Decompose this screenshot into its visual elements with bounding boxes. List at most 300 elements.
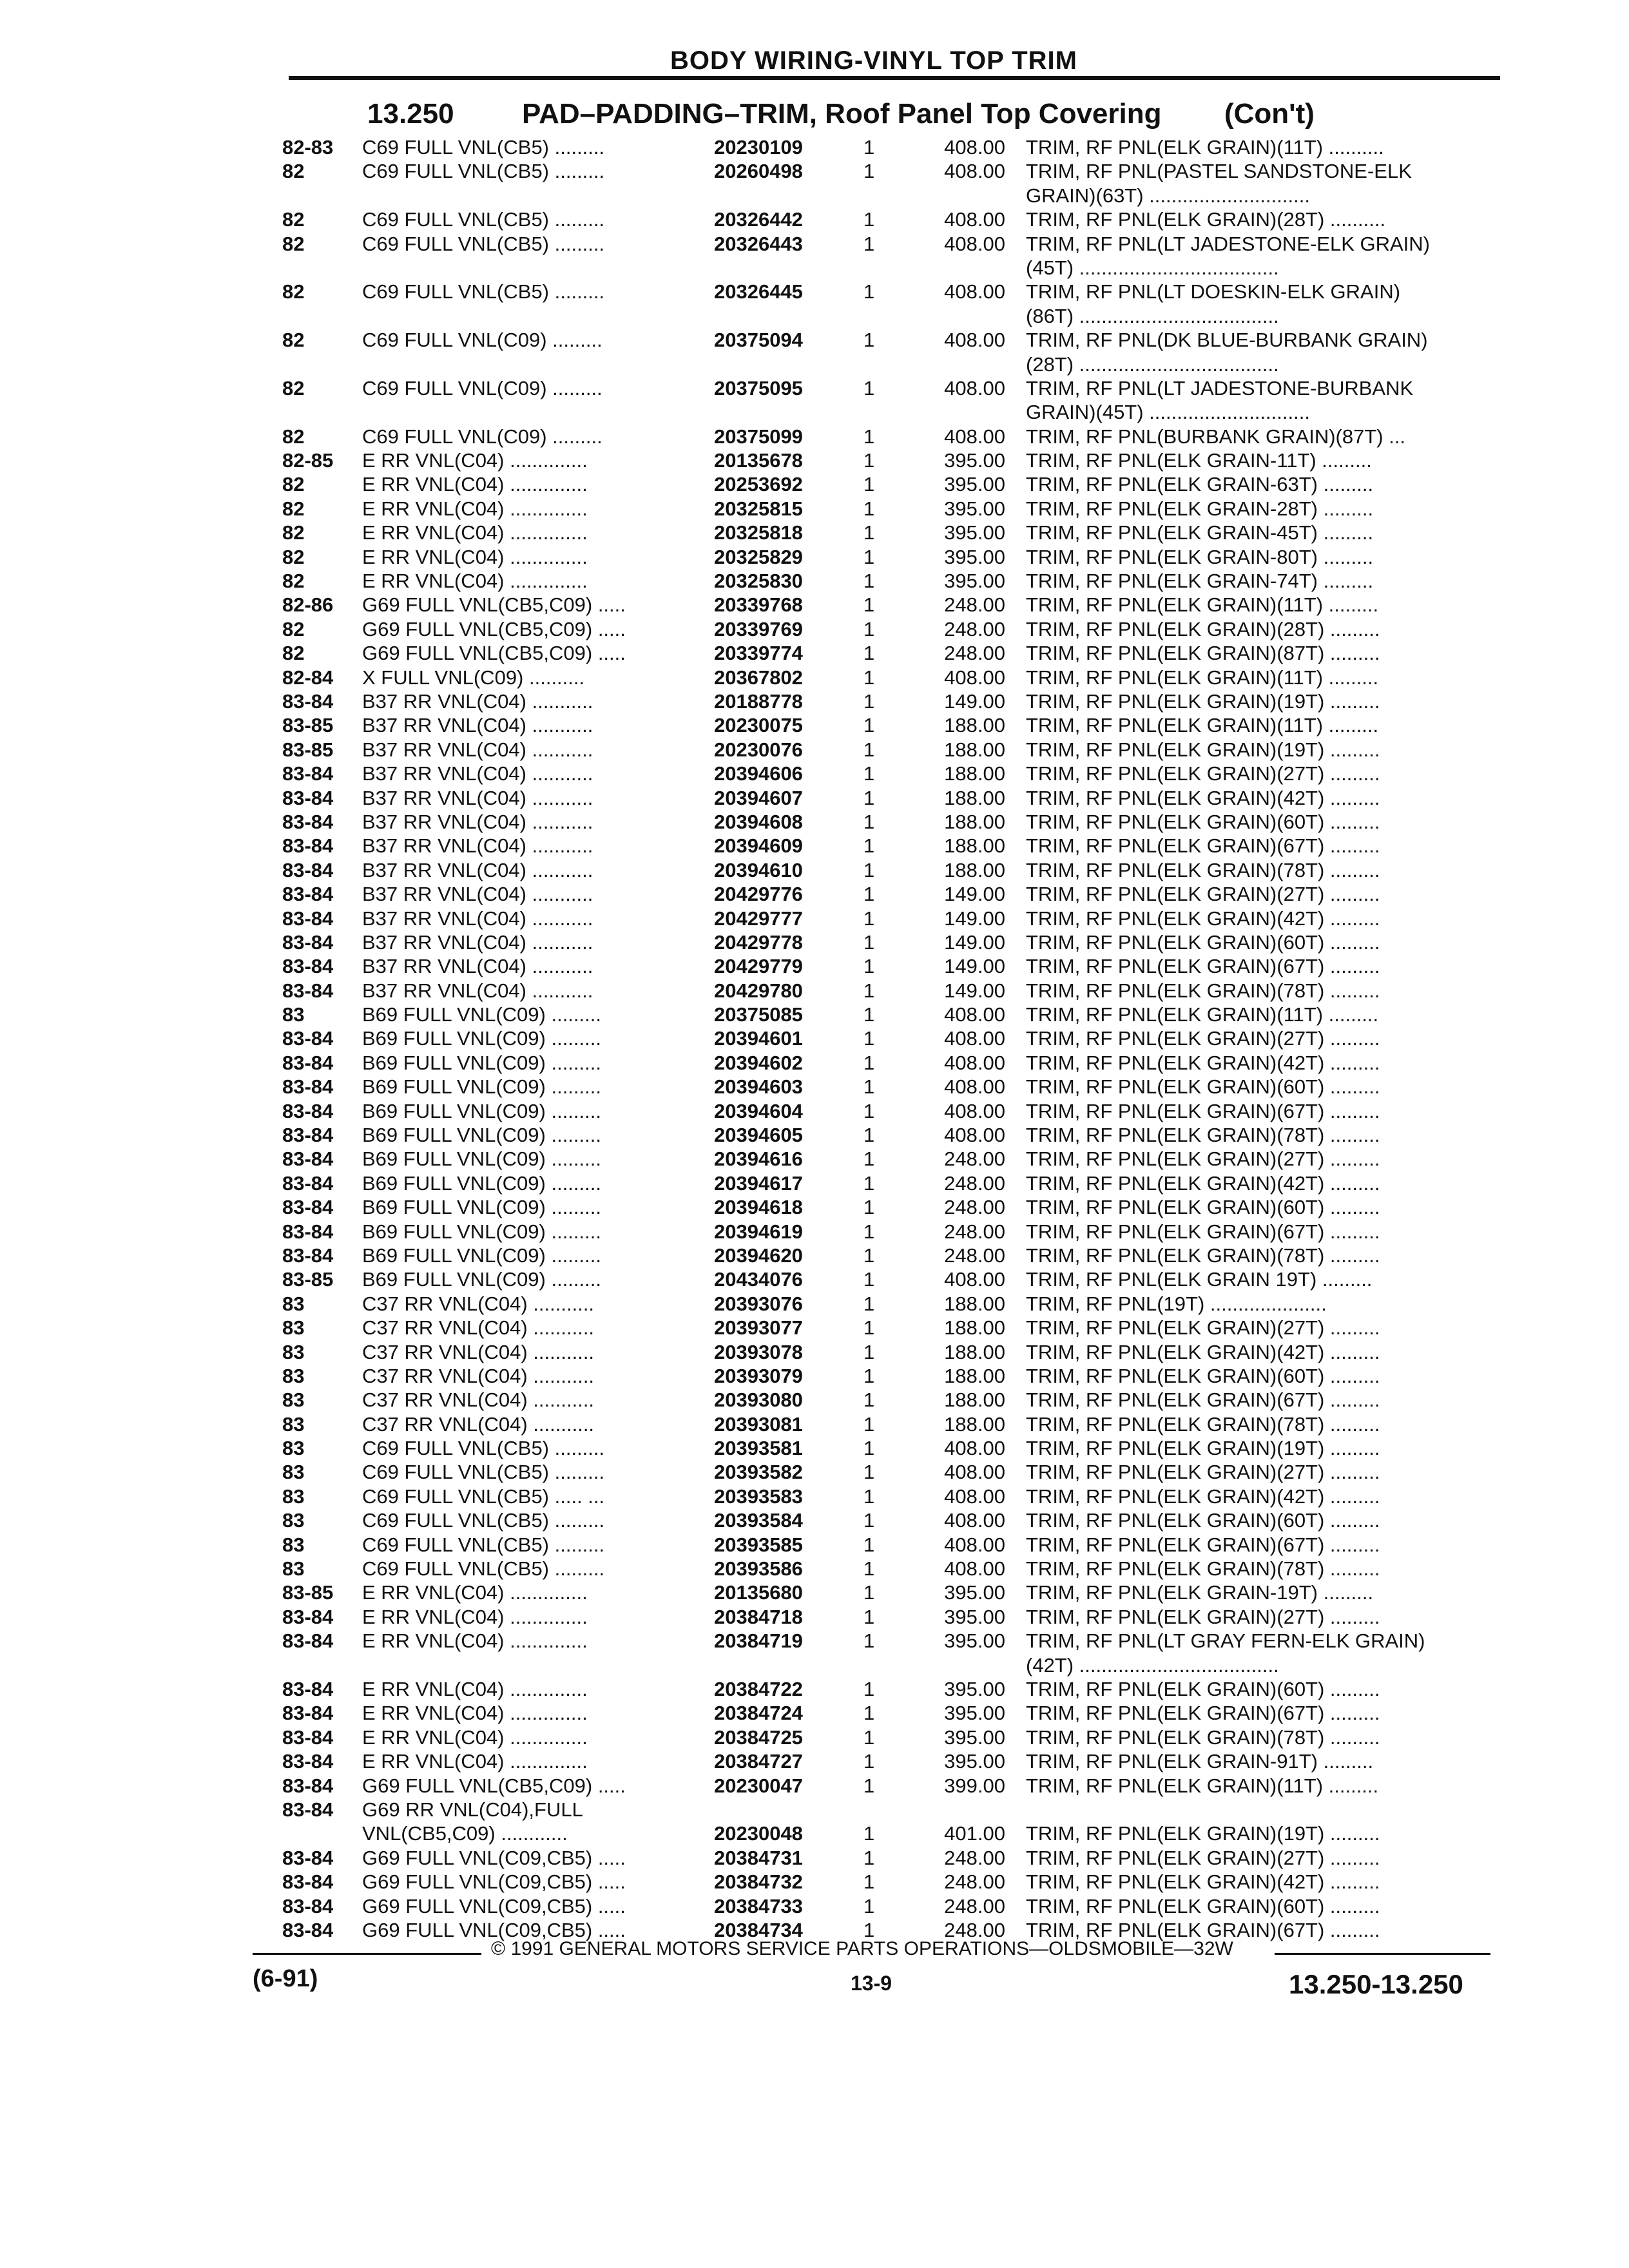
price: 395.00 xyxy=(944,1702,1005,1725)
model-year: 83-84 xyxy=(282,883,334,906)
price: 408.00 xyxy=(944,1509,1005,1532)
part-number: 20230048 xyxy=(714,1822,803,1845)
model-year: 83-84 xyxy=(282,955,334,978)
model-year: 83-84 xyxy=(282,1027,334,1050)
part-number: 20230047 xyxy=(714,1774,803,1797)
price: 408.00 xyxy=(944,1485,1005,1508)
model-description: B37 RR VNL(C04) ........... xyxy=(362,834,593,858)
quantity: 1 xyxy=(863,136,875,159)
part-number: 20230075 xyxy=(714,714,803,737)
model-year: 83-84 xyxy=(282,907,334,930)
model-year: 82 xyxy=(282,280,305,303)
model-description: B69 FULL VNL(C09) ......... xyxy=(362,1148,601,1171)
quantity: 1 xyxy=(863,449,875,472)
model-year: 82 xyxy=(282,617,305,640)
table-row xyxy=(0,1436,1629,1460)
model-description: C69 FULL VNL(CB5) ......... xyxy=(362,136,605,159)
table-row xyxy=(0,1003,1629,1026)
price: 395.00 xyxy=(944,1581,1005,1604)
price: 395.00 xyxy=(944,473,1005,496)
table-row xyxy=(0,1557,1629,1581)
model-year: 82 xyxy=(282,376,305,399)
model-description: B37 RR VNL(C04) ........... xyxy=(362,907,593,930)
model-description: B37 RR VNL(C04) ........... xyxy=(362,689,593,713)
price: 408.00 xyxy=(944,136,1005,159)
model-description: G69 FULL VNL(C09,CB5) ..... xyxy=(362,1846,626,1869)
trim-description: TRIM, RF PNL(ELK GRAIN)(67T) ......... xyxy=(1026,1099,1380,1122)
table-row xyxy=(0,184,1629,207)
table-row xyxy=(0,666,1629,689)
price: 248.00 xyxy=(944,1894,1005,1917)
quantity: 1 xyxy=(863,1629,875,1653)
trim-description: TRIM, RF PNL(LT JADESTONE-BURBANK xyxy=(1026,376,1414,399)
model-year: 82 xyxy=(282,208,305,231)
table-row xyxy=(0,1846,1629,1870)
part-number: 20384722 xyxy=(714,1678,803,1700)
model-description: G69 FULL VNL(C09,CB5) ..... xyxy=(362,1918,626,1941)
part-number: 20339774 xyxy=(714,642,803,665)
price: 248.00 xyxy=(944,593,1005,617)
table-row xyxy=(0,1485,1629,1508)
model-description: E RR VNL(C04) .............. xyxy=(362,1629,588,1653)
quantity: 1 xyxy=(863,1244,875,1267)
model-description: C69 FULL VNL(CB5) ......... xyxy=(362,232,605,255)
part-number: 20429779 xyxy=(714,955,803,978)
price: 248.00 xyxy=(944,1870,1005,1894)
part-number: 20375094 xyxy=(714,329,803,352)
part-number: 20325818 xyxy=(714,521,803,544)
quantity: 1 xyxy=(863,1075,875,1099)
part-number: 20384719 xyxy=(714,1629,803,1653)
trim-description: TRIM, RF PNL(LT GRAY FERN-ELK GRAIN) xyxy=(1026,1629,1425,1653)
trim-description: TRIM, RF PNL(ELK GRAIN)(78T) ......... xyxy=(1026,979,1380,1002)
model-year: 83-84 xyxy=(282,858,334,881)
price: 408.00 xyxy=(944,160,1005,183)
model-year: 83-84 xyxy=(282,1171,334,1195)
price: 395.00 xyxy=(944,570,1005,593)
table-row xyxy=(0,1075,1629,1099)
trim-description: TRIM, RF PNL(DK BLUE-BURBANK GRAIN) xyxy=(1026,329,1428,352)
trim-description: TRIM, RF PNL(ELK GRAIN)(67T) ......... xyxy=(1026,1918,1380,1941)
quantity: 1 xyxy=(863,1605,875,1628)
quantity: 1 xyxy=(863,930,875,954)
trim-description: TRIM, RF PNL(ELK GRAIN)(60T) ......... xyxy=(1026,1509,1380,1532)
model-year: 83-85 xyxy=(282,714,334,737)
model-description: B69 FULL VNL(C09) ......... xyxy=(362,1244,601,1267)
model-year: 83-84 xyxy=(282,762,334,785)
part-number: 20394609 xyxy=(714,834,803,858)
table-row xyxy=(0,1653,1629,1677)
part-number: 20384731 xyxy=(714,1846,803,1869)
quantity: 1 xyxy=(863,689,875,713)
quantity: 1 xyxy=(863,786,875,809)
price: 408.00 xyxy=(944,425,1005,448)
quantity: 1 xyxy=(863,666,875,689)
price: 408.00 xyxy=(944,1557,1005,1581)
model-year: 83-84 xyxy=(282,689,334,713)
quantity: 1 xyxy=(863,593,875,617)
trim-description: TRIM, RF PNL(ELK GRAIN-63T) ......... xyxy=(1026,473,1374,496)
section-title: PAD–PADDING–TRIM, Roof Panel Top Covering xyxy=(522,98,1162,130)
price: 408.00 xyxy=(944,1437,1005,1460)
model-description: C37 RR VNL(C04) ........... xyxy=(362,1412,595,1436)
trim-description: TRIM, RF PNL(ELK GRAIN)(28T) ......... xyxy=(1026,617,1380,640)
model-description: C69 FULL VNL(CB5) ......... xyxy=(362,1509,605,1532)
table-row xyxy=(0,1629,1629,1653)
section-continued: (Con't) xyxy=(1224,98,1315,130)
model-description: E RR VNL(C04) .............. xyxy=(362,473,588,496)
price: 408.00 xyxy=(944,666,1005,689)
model-year: 83 xyxy=(282,1557,305,1581)
part-number: 20394619 xyxy=(714,1220,803,1243)
model-description: B69 FULL VNL(C09) ......... xyxy=(362,1171,601,1195)
part-number: 20367802 xyxy=(714,666,803,689)
footer-page-number: 13-9 xyxy=(851,1972,892,1995)
model-year: 83-84 xyxy=(282,1605,334,1628)
trim-description: TRIM, RF PNL(LT DOESKIN-ELK GRAIN) xyxy=(1026,280,1401,303)
part-number: 20325829 xyxy=(714,545,803,568)
model-year: 82 xyxy=(282,521,305,544)
trim-description: (45T) .................................... xyxy=(1026,256,1279,279)
table-row xyxy=(0,1821,1629,1845)
part-number: 20393079 xyxy=(714,1364,803,1387)
part-number: 20230076 xyxy=(714,738,803,761)
model-year: 83-84 xyxy=(282,1702,334,1725)
model-description: C37 RR VNL(C04) ........... xyxy=(362,1364,595,1387)
part-number: 20394603 xyxy=(714,1075,803,1099)
table-row xyxy=(0,207,1629,231)
part-number: 20394617 xyxy=(714,1171,803,1195)
price: 188.00 xyxy=(944,1292,1005,1315)
trim-description: TRIM, RF PNL(ELK GRAIN)(27T) ......... xyxy=(1026,1027,1380,1050)
quantity: 1 xyxy=(863,1918,875,1941)
model-description: VNL(CB5,C09) ............ xyxy=(362,1822,568,1845)
table-row xyxy=(0,1316,1629,1340)
model-year: 83-84 xyxy=(282,1918,334,1941)
model-year: 82 xyxy=(282,570,305,593)
price: 149.00 xyxy=(944,955,1005,978)
part-number: 20325815 xyxy=(714,497,803,520)
table-row xyxy=(0,786,1629,810)
trim-description: TRIM, RF PNL(ELK GRAIN)(27T) ......... xyxy=(1026,1316,1380,1340)
table-row xyxy=(0,232,1629,256)
quantity: 1 xyxy=(863,955,875,978)
table-row xyxy=(0,400,1629,424)
price: 188.00 xyxy=(944,810,1005,833)
part-number: 20429778 xyxy=(714,930,803,954)
part-number: 20394601 xyxy=(714,1027,803,1050)
table-row xyxy=(0,1870,1629,1894)
price: 408.00 xyxy=(944,208,1005,231)
table-row xyxy=(0,1220,1629,1244)
part-number: 20339768 xyxy=(714,593,803,617)
trim-description: GRAIN)(45T) ............................. xyxy=(1026,401,1310,424)
model-description: C37 RR VNL(C04) ........... xyxy=(362,1316,595,1340)
header-divider xyxy=(289,76,1500,80)
trim-description: TRIM, RF PNL(ELK GRAIN)(11T) ......... xyxy=(1026,593,1379,617)
part-number: 20393585 xyxy=(714,1533,803,1556)
part-number: 20384732 xyxy=(714,1870,803,1894)
trim-description: TRIM, RF PNL(ELK GRAIN)(67T) ......... xyxy=(1026,1702,1380,1725)
table-row xyxy=(0,1533,1629,1557)
price: 149.00 xyxy=(944,979,1005,1002)
model-description: B37 RR VNL(C04) ........... xyxy=(362,738,593,761)
trim-description: TRIM, RF PNL(ELK GRAIN-11T) ......... xyxy=(1026,449,1372,472)
model-year: 83 xyxy=(282,1340,305,1363)
table-row xyxy=(0,280,1629,303)
price: 149.00 xyxy=(944,930,1005,954)
part-number: 20326443 xyxy=(714,232,803,255)
price: 395.00 xyxy=(944,449,1005,472)
quantity: 1 xyxy=(863,570,875,593)
model-description: C69 FULL VNL(CB5) ......... xyxy=(362,160,605,183)
model-description: C69 FULL VNL(C09) ......... xyxy=(362,376,602,399)
model-description: B37 RR VNL(C04) ........... xyxy=(362,883,593,906)
trim-description: (86T) .................................... xyxy=(1026,304,1279,327)
model-description: B37 RR VNL(C04) ........... xyxy=(362,810,593,833)
table-row xyxy=(0,1147,1629,1171)
quantity: 1 xyxy=(863,1557,875,1581)
trim-description: TRIM, RF PNL(ELK GRAIN)(42T) ......... xyxy=(1026,1340,1380,1363)
model-year: 83-84 xyxy=(282,1725,334,1749)
price: 248.00 xyxy=(944,1171,1005,1195)
model-description: C69 FULL VNL(CB5) ......... xyxy=(362,208,605,231)
trim-description: TRIM, RF PNL(ELK GRAIN)(87T) ......... xyxy=(1026,642,1380,665)
part-number: 20230109 xyxy=(714,136,803,159)
table-row xyxy=(0,1364,1629,1388)
part-number: 20394610 xyxy=(714,858,803,881)
trim-description: TRIM, RF PNL(ELK GRAIN)(67T) ......... xyxy=(1026,955,1380,978)
trim-description: TRIM, RF PNL(ELK GRAIN)(60T) ......... xyxy=(1026,1678,1380,1700)
price: 248.00 xyxy=(944,1220,1005,1243)
model-year: 83-84 xyxy=(282,1124,334,1147)
model-description: C69 FULL VNL(CB5) ......... xyxy=(362,1533,605,1556)
table-row xyxy=(0,954,1629,978)
model-year: 83-84 xyxy=(282,1148,334,1171)
trim-description: TRIM, RF PNL(ELK GRAIN-80T) ......... xyxy=(1026,545,1374,568)
part-number: 20393586 xyxy=(714,1557,803,1581)
trim-description: TRIM, RF PNL(ELK GRAIN)(27T) ......... xyxy=(1026,1605,1380,1628)
model-year: 83-84 xyxy=(282,786,334,809)
part-number: 20394618 xyxy=(714,1196,803,1219)
quantity: 1 xyxy=(863,376,875,399)
model-description: B69 FULL VNL(C09) ......... xyxy=(362,1220,601,1243)
trim-description: TRIM, RF PNL(ELK GRAIN-19T) ......... xyxy=(1026,1581,1374,1604)
table-row xyxy=(0,1051,1629,1075)
trim-description: TRIM, RF PNL(ELK GRAIN)(67T) ......... xyxy=(1026,834,1380,858)
table-row xyxy=(0,1749,1629,1773)
price: 188.00 xyxy=(944,858,1005,881)
quantity: 1 xyxy=(863,642,875,665)
part-number: 20394616 xyxy=(714,1148,803,1171)
part-number: 20394605 xyxy=(714,1124,803,1147)
table-row xyxy=(0,1123,1629,1147)
quantity: 1 xyxy=(863,810,875,833)
model-description: E RR VNL(C04) .............. xyxy=(362,570,588,593)
table-row xyxy=(0,1725,1629,1749)
price: 408.00 xyxy=(944,1075,1005,1099)
price: 401.00 xyxy=(944,1822,1005,1845)
model-description: B37 RR VNL(C04) ........... xyxy=(362,786,593,809)
trim-description: TRIM, RF PNL(ELK GRAIN)(19T) ......... xyxy=(1026,1437,1380,1460)
price: 408.00 xyxy=(944,376,1005,399)
part-number: 20394608 xyxy=(714,810,803,833)
price: 248.00 xyxy=(944,617,1005,640)
trim-description: (28T) .................................... xyxy=(1026,352,1279,376)
model-description: E RR VNL(C04) .............. xyxy=(362,1678,588,1700)
part-number: 20135678 xyxy=(714,449,803,472)
table-row xyxy=(0,1292,1629,1316)
trim-description: TRIM, RF PNL(ELK GRAIN-91T) ......... xyxy=(1026,1750,1374,1773)
part-number: 20394620 xyxy=(714,1244,803,1267)
quantity: 1 xyxy=(863,1051,875,1074)
section-code: 13.250 xyxy=(367,98,454,130)
price: 408.00 xyxy=(944,280,1005,303)
trim-description: TRIM, RF PNL(ELK GRAIN-74T) ......... xyxy=(1026,570,1374,593)
price: 188.00 xyxy=(944,786,1005,809)
trim-description: TRIM, RF PNL(ELK GRAIN)(19T) ......... xyxy=(1026,738,1380,761)
trim-description: TRIM, RF PNL(BURBANK GRAIN)(87T) ... xyxy=(1026,425,1406,448)
model-description: B69 FULL VNL(C09) ......... xyxy=(362,1196,601,1219)
model-year: 82-84 xyxy=(282,666,334,689)
model-year: 83 xyxy=(282,1003,305,1026)
trim-description: TRIM, RF PNL(ELK GRAIN)(78T) ......... xyxy=(1026,1124,1380,1147)
model-year: 83-84 xyxy=(282,1244,334,1267)
quantity: 1 xyxy=(863,714,875,737)
price: 408.00 xyxy=(944,1268,1005,1291)
trim-description: TRIM, RF PNL(ELK GRAIN)(42T) ......... xyxy=(1026,1870,1380,1894)
trim-description: TRIM, RF PNL(ELK GRAIN)(19T) ......... xyxy=(1026,689,1380,713)
model-year: 82-83 xyxy=(282,136,334,159)
trim-description: TRIM, RF PNL(ELK GRAIN)(67T) ......... xyxy=(1026,1533,1380,1556)
footer-section-range: 13.250-13.250 xyxy=(1289,1969,1463,1999)
model-description: B37 RR VNL(C04) ........... xyxy=(362,714,593,737)
price: 188.00 xyxy=(944,1389,1005,1412)
model-year: 83 xyxy=(282,1316,305,1340)
model-description: E RR VNL(C04) .............. xyxy=(362,449,588,472)
quantity: 1 xyxy=(863,762,875,785)
price: 395.00 xyxy=(944,1605,1005,1628)
part-number: 20393583 xyxy=(714,1485,803,1508)
table-row xyxy=(0,593,1629,617)
part-number: 20393581 xyxy=(714,1437,803,1460)
price: 248.00 xyxy=(944,1244,1005,1267)
model-year: 83-84 xyxy=(282,979,334,1002)
trim-description: TRIM, RF PNL(ELK GRAIN)(27T) ......... xyxy=(1026,1461,1380,1484)
table-row xyxy=(0,762,1629,785)
table-row xyxy=(0,472,1629,496)
model-description: B37 RR VNL(C04) ........... xyxy=(362,930,593,954)
table-row xyxy=(0,304,1629,328)
model-year: 83 xyxy=(282,1509,305,1532)
trim-description: TRIM, RF PNL(ELK GRAIN 19T) ......... xyxy=(1026,1268,1373,1291)
model-year: 82 xyxy=(282,329,305,352)
price: 188.00 xyxy=(944,1316,1005,1340)
model-year: 83 xyxy=(282,1485,305,1508)
model-year: 82 xyxy=(282,232,305,255)
model-description: B37 RR VNL(C04) ........... xyxy=(362,955,593,978)
model-description: B37 RR VNL(C04) ........... xyxy=(362,979,593,1002)
trim-description: TRIM, RF PNL(ELK GRAIN)(42T) ......... xyxy=(1026,907,1380,930)
model-year: 83 xyxy=(282,1412,305,1436)
trim-description: TRIM, RF PNL(ELK GRAIN-45T) ......... xyxy=(1026,521,1374,544)
part-number: 20188778 xyxy=(714,689,803,713)
table-row xyxy=(0,159,1629,183)
quantity: 1 xyxy=(863,1099,875,1122)
table-row xyxy=(0,1412,1629,1436)
table-row xyxy=(0,738,1629,762)
model-year: 83-84 xyxy=(282,1774,334,1797)
model-year: 83-85 xyxy=(282,1268,334,1291)
model-description: B69 FULL VNL(C09) ......... xyxy=(362,1268,601,1291)
part-number: 20325830 xyxy=(714,570,803,593)
footer-divider-left xyxy=(253,1953,481,1955)
price: 149.00 xyxy=(944,883,1005,906)
quantity: 1 xyxy=(863,1412,875,1436)
table-row xyxy=(0,1388,1629,1412)
table-row xyxy=(0,617,1629,641)
trim-description: TRIM, RF PNL(ELK GRAIN)(11T) ......... xyxy=(1026,714,1379,737)
trim-description: TRIM, RF PNL(ELK GRAIN)(42T) ......... xyxy=(1026,1051,1380,1074)
trim-description: TRIM, RF PNL(ELK GRAIN)(42T) ......... xyxy=(1026,1485,1380,1508)
part-number: 20339769 xyxy=(714,617,803,640)
model-year: 83-84 xyxy=(282,1750,334,1773)
part-number: 20394607 xyxy=(714,786,803,809)
model-year: 82 xyxy=(282,160,305,183)
model-description: B69 FULL VNL(C09) ......... xyxy=(362,1124,601,1147)
part-number: 20393078 xyxy=(714,1340,803,1363)
model-description: B37 RR VNL(C04) ........... xyxy=(362,858,593,881)
table-row xyxy=(0,135,1629,159)
model-year: 82 xyxy=(282,473,305,496)
quantity: 1 xyxy=(863,521,875,544)
quantity: 1 xyxy=(863,1027,875,1050)
price: 188.00 xyxy=(944,1364,1005,1387)
price: 188.00 xyxy=(944,1340,1005,1363)
model-description: G69 FULL VNL(CB5,C09) ..... xyxy=(362,617,626,640)
quantity: 1 xyxy=(863,1870,875,1894)
model-year: 83 xyxy=(282,1437,305,1460)
model-description: G69 FULL VNL(CB5,C09) ..... xyxy=(362,593,626,617)
price: 149.00 xyxy=(944,689,1005,713)
part-number: 20429776 xyxy=(714,883,803,906)
trim-description: TRIM, RF PNL(19T) ..................... xyxy=(1026,1292,1327,1315)
table-row xyxy=(0,1774,1629,1798)
part-number: 20135680 xyxy=(714,1581,803,1604)
model-year: 83 xyxy=(282,1364,305,1387)
model-year: 83-84 xyxy=(282,834,334,858)
part-number: 20429777 xyxy=(714,907,803,930)
part-number: 20434076 xyxy=(714,1268,803,1291)
quantity: 1 xyxy=(863,280,875,303)
trim-description: TRIM, RF PNL(ELK GRAIN)(28T) .......... xyxy=(1026,208,1386,231)
model-description: C69 FULL VNL(CB5) ......... xyxy=(362,1437,605,1460)
trim-description: TRIM, RF PNL(ELK GRAIN)(78T) ......... xyxy=(1026,1725,1380,1749)
quantity: 1 xyxy=(863,1461,875,1484)
model-description: G69 FULL VNL(C09,CB5) ..... xyxy=(362,1894,626,1917)
model-year: 83-84 xyxy=(282,1870,334,1894)
page-header-title: BODY WIRING-VINYL TOP TRIM xyxy=(670,46,1077,75)
table-row xyxy=(0,641,1629,665)
quantity: 1 xyxy=(863,1774,875,1797)
table-row xyxy=(0,882,1629,906)
model-description: X FULL VNL(C09) .......... xyxy=(362,666,585,689)
table-row xyxy=(0,425,1629,448)
quantity: 1 xyxy=(863,497,875,520)
table-row xyxy=(0,328,1629,352)
price: 408.00 xyxy=(944,1461,1005,1484)
trim-description: TRIM, RF PNL(ELK GRAIN)(78T) ......... xyxy=(1026,1412,1380,1436)
